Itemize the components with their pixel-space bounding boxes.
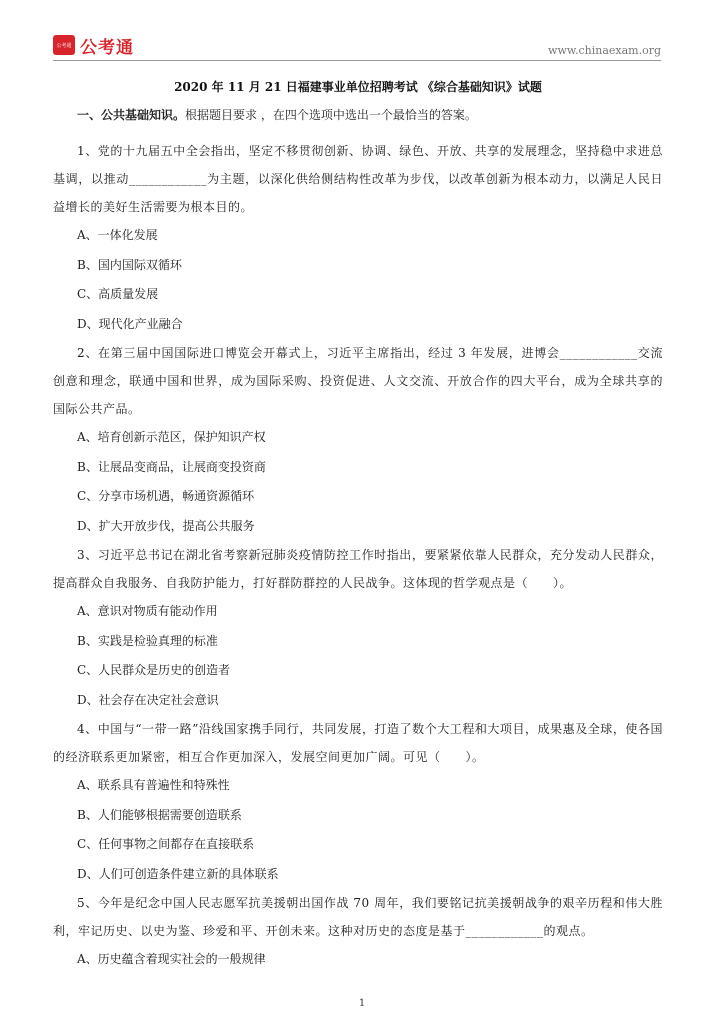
option-d: D、人们可创造条件建立新的具体联系 [77, 866, 279, 881]
option-a: A、意识对物质有能动作用 [77, 604, 218, 618]
document-body [53, 78, 663, 975]
option-a: A、一体化发展 [77, 228, 158, 242]
question-stem: 3、习近平总书记在湖北省考察新冠肺炎疫情防控工作时指出，要紧紧依靠人民群众，充分发动人民群众，提高群众自我服务、自我防护能力，打好群防群控的人民战争。这体现的哲学观点是（ ）。 [53, 548, 663, 590]
option-d: D、社会存在决定社会意识 [77, 692, 219, 707]
logo-badge: 公考通 [53, 35, 75, 55]
question-2 [53, 339, 663, 541]
section-title: 一、公共基础知识。 [77, 108, 186, 122]
question-stem: 2、在第三届中国国际进口博览会开幕式上，习近平主席指出，经过 3 年发展，进博会____________交流创意和理念，联通中国和世界，成为国际采购、投资促进、人文交流、开放合作的四大平台，成为全球共享的国际公共产品。 [53, 346, 663, 416]
logo-text: 公考通 [80, 38, 134, 58]
option-a: A、历史蕴含着现实社会的一般规律 [77, 952, 266, 966]
option-c: C、任何事物之间都存在直接联系 [77, 837, 255, 851]
question-5 [53, 889, 663, 975]
question-stem: 5、今年是纪念中国人民志愿军抗美援朝出国作战 70 周年，我们要铭记抗美援朝战争的艰辛历程和伟大胜利，牢记历史、以史为鉴、珍爱和平、开创未来。这种对历史的态度是基于____________的观点。 [53, 896, 663, 938]
option-b: B、国内国际双循环 [77, 257, 182, 272]
option-c: C、高质量发展 [77, 287, 159, 301]
option-c: C、分享市场机遇，畅通资源循环 [77, 489, 255, 503]
page-number: 1 [358, 998, 366, 1009]
option-a: A、培育创新示范区，保护知识产权 [77, 430, 266, 444]
option-b: B、让展品变商品，让展商变投资商 [77, 459, 266, 474]
option-c: C、人民群众是历史的创造者 [77, 663, 231, 677]
document-title: 2020 年 11 月 21 日福建事业单位招聘考试 《综合基础知识》试题 [174, 80, 542, 94]
question-3 [53, 541, 663, 715]
option-d: D、扩大开放步伐，提高公共服务 [77, 518, 255, 533]
question-stem: 4、中国与“一带一路”沿线国家携手同行，共同发展，打造了数个大工程和大项目，成果惠及全球，使各国的经济联系更加紧密，相互合作更加深入，发展空间更加广阔。可见（ ）。 [53, 722, 663, 764]
option-b: B、实践是检验真理的标准 [77, 633, 218, 648]
question-4 [53, 715, 663, 889]
header-divider [53, 60, 661, 61]
option-d: D、现代化产业融合 [77, 316, 183, 331]
section-instruction: 根据题目要求 ，在四个选项中选出一个最恰当的答案。 [185, 108, 477, 122]
question-stem: 1、党的十九届五中全会指出，坚定不移贯彻创新、协调、绿色、开放、共享的发展理念，坚持稳中求进总基调，以推动____________为主题，以深化供给侧结构性改革为步伐，以改革创新为根本动力，以满足人民日益增长的美好生活需要为根本目的。 [53, 144, 663, 214]
option-b: B、人们能够根据需要创造联系 [77, 807, 242, 822]
site-url: www.chinaexam.org [548, 44, 661, 57]
option-a: A、联系具有普遍性和特殊性 [77, 778, 230, 792]
page-header [0, 0, 724, 64]
question-1 [53, 137, 663, 339]
section-heading [53, 107, 663, 123]
